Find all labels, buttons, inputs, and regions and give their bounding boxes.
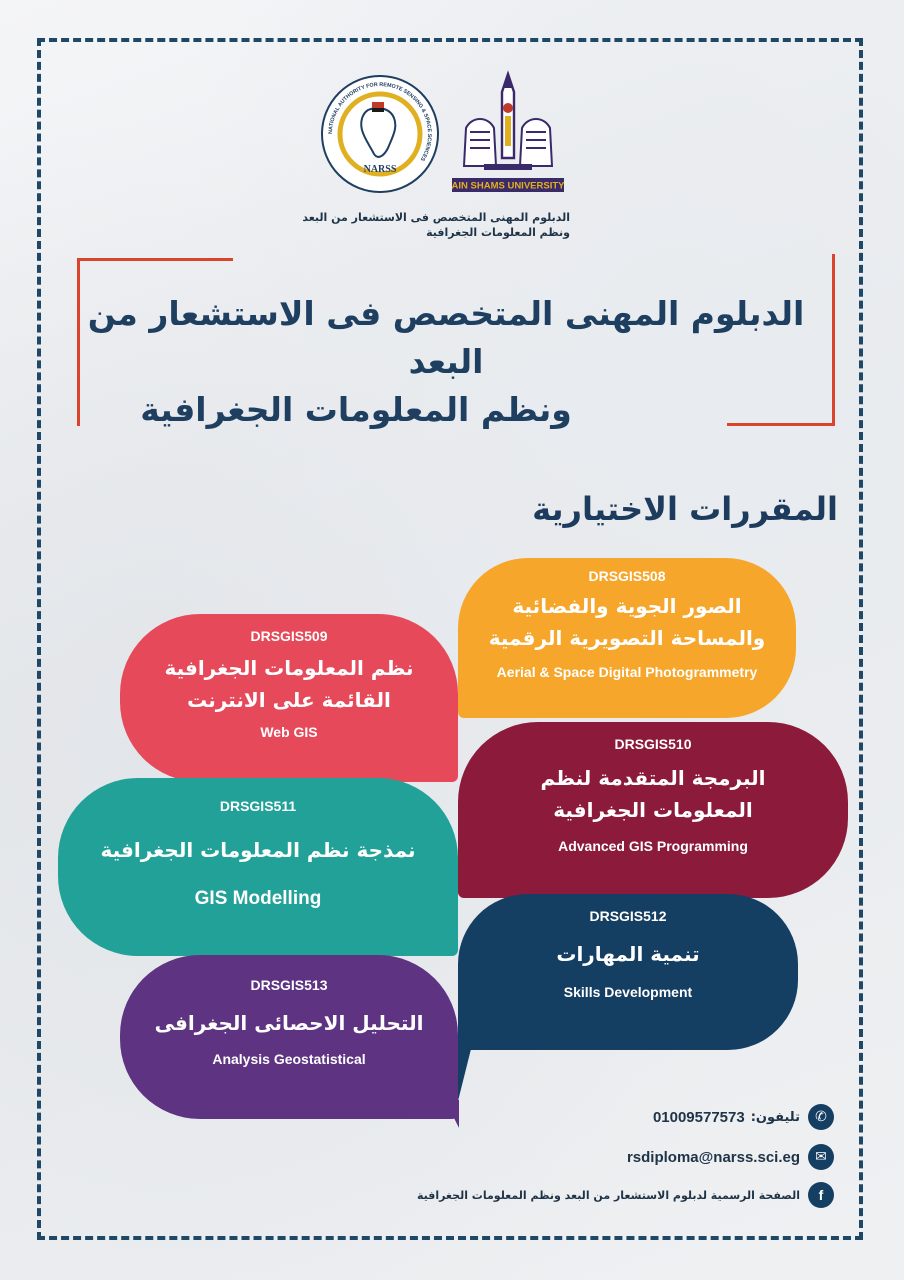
subtitle-line-1: الدبلوم المهنى المتخصص فى الاستشعار من البعد [302, 211, 570, 224]
course-title-ar-2: القائمة على الانترنت [187, 688, 391, 712]
course-code: DRSGIS508 [588, 568, 666, 584]
contact-facebook [417, 1182, 834, 1208]
course-title-ar: نظم المعلومات الجغرافية [164, 656, 414, 680]
course-card-drsgis513 [120, 955, 458, 1119]
course-card-drsgis510 [458, 722, 848, 898]
course-code: DRSGIS512 [589, 908, 667, 924]
narss-logo [318, 72, 442, 196]
course-card-drsgis512 [458, 894, 798, 1050]
course-title-en: Advanced GIS Programming [558, 838, 748, 854]
phone-label: تليفون: [750, 1109, 800, 1125]
bubble-tail-right [458, 1045, 472, 1101]
course-title-ar: البرمجة المتقدمة لنظم [540, 766, 766, 790]
course-code: DRSGIS509 [250, 628, 328, 644]
narss-label: NARSS [363, 164, 397, 175]
course-title-ar: نمذجة نظم المعلومات الجغرافية [100, 838, 416, 862]
course-card-drsgis511 [58, 778, 458, 956]
course-title-ar: تنمية المهارات [556, 942, 700, 966]
section-title: المقررات الاختيارية [532, 490, 838, 528]
course-title-ar: التحليل الاحصائى الجغرافى [154, 1011, 424, 1035]
email-address[interactable]: rsdiploma@narss.sci.eg [626, 1148, 800, 1166]
phone-number[interactable]: 01009577573 [652, 1108, 745, 1126]
contact-phone [653, 1104, 834, 1130]
whatsapp-icon: ✆ [808, 1104, 834, 1130]
facebook-page[interactable]: الصفحة الرسمية لدبلوم الاستشعار من البعد ونظم المعلومات الجغرافية [416, 1188, 800, 1202]
course-card-drsgis508 [458, 558, 796, 718]
page-title-line-1: الدبلوم المهنى المتخصص فى الاستشعار من البعد [87, 294, 805, 381]
page-title-line-2: ونظم المعلومات الجغرافية [140, 390, 572, 429]
course-title-en: Aerial & Space Digital Photogrammetry [496, 664, 758, 680]
ain-shams-logo [448, 70, 568, 194]
course-title-en: Skills Development [563, 984, 693, 1000]
contact-email [627, 1144, 834, 1170]
facebook-icon: f [808, 1182, 834, 1208]
mail-icon: ✉ [808, 1144, 834, 1170]
course-code: DRSGIS510 [614, 736, 692, 752]
subtitle-line-2: ونظم المعلومات الجغرافية [426, 226, 570, 239]
course-title-ar: الصور الجوية والفضائية [512, 594, 742, 618]
course-code: DRSGIS513 [250, 977, 328, 993]
course-title-ar-2: المعلومات الجغرافية [553, 798, 753, 822]
narss-ring-text: NATIONAL AUTHORITY FOR REMOTE SENSING & SPACE SCIENCES [327, 81, 433, 162]
course-title-en: Analysis Geostatistical [212, 1051, 366, 1067]
course-code: DRSGIS511 [219, 798, 297, 814]
asu-label: AIN SHAMS UNIVERSITY [451, 180, 565, 192]
course-title-en: Web GIS [260, 724, 318, 740]
course-title-ar-2: والمساحة التصويرية الرقمية [488, 626, 766, 650]
page-title [60, 290, 832, 434]
header-subtitle [290, 210, 570, 240]
course-card-drsgis509 [120, 614, 458, 782]
course-title-en: GIS Modelling [194, 888, 322, 909]
